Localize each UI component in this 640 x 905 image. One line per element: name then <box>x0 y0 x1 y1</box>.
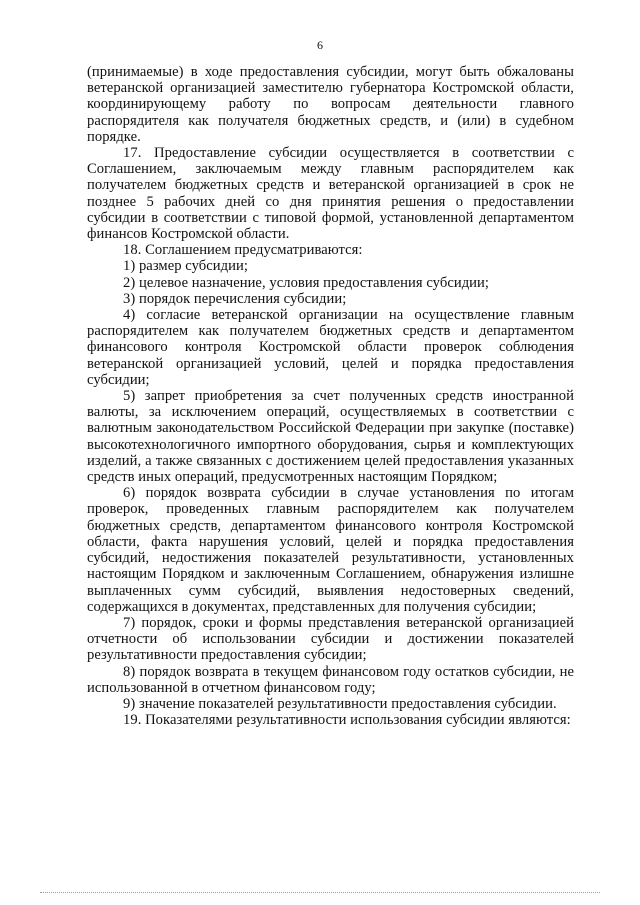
list-item-4: 4) согласие ветеранской организации на осуществление главным распорядителем как получателем бюджетных средств и департаментом финансового контроля Костромской области проверок соблюдения ветеранской организацией условий, целей и порядка предоставления субсидии; <box>87 307 574 388</box>
list-item-3: 3) порядок перечисления субсидии; <box>123 290 347 307</box>
paragraph-17: 17. Предоставление субсидии осуществляется в соответствии с Соглашением, заключаемым между главным распорядителем как получателем бюджетных средств и ветеранской организацией в срок не позднее 5 рабочих дней со дня принятия решения о предоставлении субсидии в соответствии с типовой формой, установленной департаментом финансов Костромской области. <box>87 145 574 243</box>
paragraph-18: 18. Соглашением предусматриваются: <box>123 242 363 259</box>
paragraph-continuation: (принимаемые) в ходе предоставления субсидии, могут быть обжалованы ветеранской организацией заместителю губернатора Костромской области, координирующему работу по вопросам деятельности главного распорядителя как получателя бюджетных средств, и (или) в судебном порядке. <box>87 64 574 145</box>
page-number: 6 <box>317 38 323 52</box>
list-item-9: 9) значение показателей результативности предоставления субсидии. <box>123 695 557 712</box>
list-item-6: 6) порядок возврата субсидии в случае установления по итогам проверок, проведенных главным распорядителем как получателем бюджетных средств, департаментом финансового контроля Костромской области, факта нарушения условий, целей и порядка предоставления субсидий, недостижения показателей результативности, установленных настоящим Порядком и заключенным Соглашением, обнаружения излишне выплаченных сумм субсидий, выявления недостоверных сведений, содержащихся в документах, представленных для получения субсидии; <box>87 485 574 615</box>
list-item-5: 5) запрет приобретения за счет полученных средств иностранной валюты, за исключением операций, осуществляемых в соответствии с валютным законодательством Российской Федерации при закупке (поставке) высокотехнологичного импортного оборудования, сырья и комплектующих изделий, а также связанных с достижением целей предоставления указанных средств иных операций, предусмотренных настоящим Порядком; <box>87 388 574 486</box>
list-item-2: 2) целевое назначение, условия предоставления субсидии; <box>123 274 490 291</box>
paragraph-19: 19. Показателями результативности использования субсидии являются: <box>123 712 571 729</box>
list-item-7: 7) порядок, сроки и формы представления ветеранской организацией отчетности об использовании субсидии и достижении показателей результативности предоставления субсидии; <box>87 614 574 664</box>
list-item-1: 1) размер субсидии; <box>123 258 248 275</box>
list-item-8: 8) порядок возврата в текущем финансовом году остатков субсидии, не использованной в отчетном финансовом году; <box>87 663 574 696</box>
page-bottom-rule <box>40 892 600 893</box>
document-body <box>87 64 574 728</box>
